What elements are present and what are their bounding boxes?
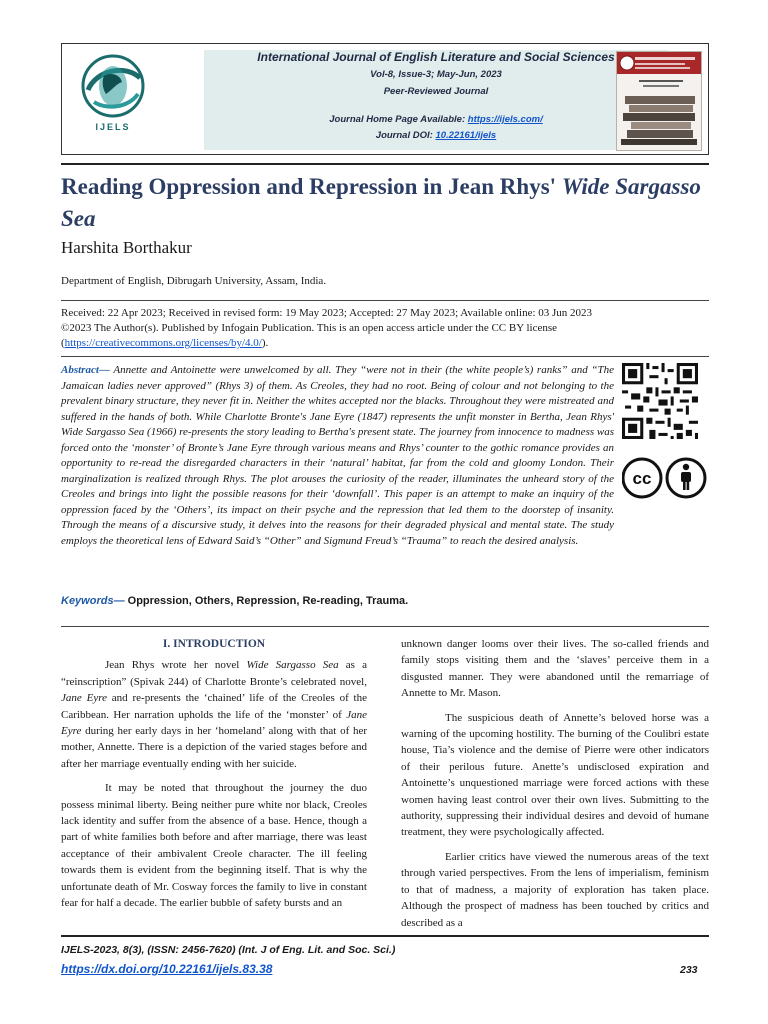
abstract xyxy=(61,363,614,549)
qr-code-icon[interactable] xyxy=(622,363,698,439)
footer-doi-link[interactable]: https://dx.doi.org/10.22161/ijels.83.38 xyxy=(61,962,273,976)
article-title-italic: Wide Sargasso Sea xyxy=(61,174,701,231)
license-open: ( xyxy=(61,337,65,349)
page-number: 233 xyxy=(680,964,698,976)
text-run: Jean Rhys wrote her novel xyxy=(105,659,247,672)
article-title xyxy=(61,171,711,235)
journal-home-link[interactable]: https://ijels.com/ xyxy=(467,114,543,125)
journal-name: International Journal of English Literature and Social Sciences xyxy=(257,50,615,64)
divider xyxy=(61,356,709,357)
body-column-left xyxy=(61,636,367,920)
journal-header-band xyxy=(204,50,668,150)
divider xyxy=(61,626,709,627)
license-link[interactable]: https://creativecommons.org/licenses/by/4.0/ xyxy=(64,337,262,349)
text-run: as a “reinscription” (Spivak 244) of Charlotte Bronte’s celebrated novel, xyxy=(61,659,368,688)
keywords xyxy=(61,595,661,607)
logo-text: IJELS xyxy=(95,122,131,132)
keywords-text: Oppression, Others, Repression, Re-reading, Trauma. xyxy=(124,595,409,607)
article-author: Harshita Borthakur xyxy=(61,238,192,257)
journal-doi-line xyxy=(204,130,668,141)
paragraph xyxy=(61,657,367,772)
paragraph: unknown danger looms over their lives. The so-called friends and family stops visiting them and the ‘slaves’ perceive them in a disgusted manner. They were abandoned until the remarriage of Annette to Mr. Mason. xyxy=(401,638,709,700)
license-close: ). xyxy=(261,337,269,349)
svg-text:cc: cc xyxy=(632,469,652,488)
journal-peer-reviewed: Peer-Reviewed Journal xyxy=(383,86,489,97)
abstract-label: Abstract— xyxy=(61,364,110,376)
header-divider xyxy=(61,163,709,165)
journal-doi-label: Journal DOI: xyxy=(375,130,436,141)
text-run: and re-presents the ‘chained’ life of the Creoles of the Caribbean. Her narration upholds the life of the ‘monster’ of xyxy=(61,692,367,721)
divider xyxy=(61,300,709,301)
abstract-text: Annette and Antoinette were unwelcomed by all. They “were not in their (the white people’s) ranks” and “The Jamaican ladies never approved” (Rhys 3) of them. As Creoles, they had no root. Being of colour and not belonging to the prevalent binary structure, they never fit in. Neither the whites accepted nor the blacks. Throughout they were mistreated and suffered in the hands of both. While Charlotte Bronte's Jane Eyre (1847) represents the unfit monster in Bertha, Jean Rhys' Wide Sargasso Sea (1966) re-presents the story leading to Bertha's present state. The journey from innocence to madness was forced onto the ‘monster’ of Bronte’s Jane Eyre through various means and Rhys’ counter to the gothic romance provides an opportunity to re-read the disregarded characters in their ‘natural’ habitat, far from the cold and gloomy London. Their marginalization is realized through Rhys. The plot arouses the curiosity of the reader, illuminates the unheard story of the Creoles and brings into light the possible reasons for their ‘downfall’. This paper is an attempt to make an inquiry of the oppression faced by the ‘Others’, its impact on their psyche and the repression that led them to the doorstep of insanity. Through the means of a discursive study, it delves into the reasons for their degraded physical and mental state. The study employs the theoretical lens of Edward Said’s “Other” and Sigmund Freud’s “Trauma” to reach the desired analysis. xyxy=(61,364,614,547)
license-line xyxy=(61,336,709,351)
article-dates-license xyxy=(61,306,709,351)
paragraph: Earlier critics have viewed the numerous areas of the text through varied perspectives. From the lens of imperialism, feminism to that of madness, a majority of exploration has taken place. Although the prospect of madness has been touched by critics and described as a xyxy=(401,850,709,929)
paragraph: It may be noted that throughout the journey the duo possess minimal liberty. Being neither pure white nor black, Creoles lack identity and suffer from the absence of a base. Hence, though a part of white families both before and after marriage, there was least acceptance of their ambivalent Creole character. The ill feeling towards them is evident from the beginning itself. That is why the unfortunate death of Mr. Cosway forces the family to live in constant fear for half a decade. The earlier bubble of safety bursts and an xyxy=(61,782,367,910)
article-copyright: ©2023 The Author(s). Published by Infogain Publication. This is an open access article under the CC BY license xyxy=(61,322,558,334)
text-run: during her early days in her ‘homeland’ along with that of her mother, Annette. There is a depiction of the varied stages before and after her marriage eventually ending with her suicide. xyxy=(61,725,367,770)
journal-volume: Vol-8, Issue-3; May-Jun, 2023 xyxy=(370,69,502,80)
journal-home-line xyxy=(204,114,668,125)
ijels-logo xyxy=(76,50,150,136)
journal-header xyxy=(61,43,709,155)
footer-divider xyxy=(61,935,709,937)
article-dates: Received: 22 Apr 2023; Received in revised form: 19 May 2023; Accepted: 27 May 2023; Available online: 03 Jun 2023 xyxy=(61,307,593,319)
footer-citation: IJELS-2023, 8(3), (ISSN: 2456-7620) (Int. J of Eng. Lit. and Soc. Sci.) xyxy=(61,944,396,956)
book-stack-icon xyxy=(617,52,702,151)
journal-cover-thumbnail xyxy=(616,51,702,151)
italic-run: Jane Eyre xyxy=(61,708,367,738)
journal-doi-link[interactable]: 10.22161/ijels xyxy=(435,130,497,141)
cc-by-license-icon[interactable] xyxy=(622,456,708,500)
journal-home-label: Journal Home Page Available: xyxy=(329,114,468,125)
italic-run: Wide Sargasso Sea xyxy=(246,659,339,672)
article-title-plain: Reading Oppression and Repression in Jean Rhys' xyxy=(61,174,562,199)
keywords-label: Keywords— xyxy=(61,595,125,607)
globe-logo-icon xyxy=(76,50,150,122)
section-heading: I. INTRODUCTION xyxy=(162,638,266,650)
body-column-right xyxy=(401,636,709,939)
paragraph: The suspicious death of Annette’s beloved horse was a warning of the upcoming hostility. The burning of the Coulibri estate house, Tia’s violence and the demise of Pierre were other indicators of their perilous future. Anette’s undisclosed expiration and Antoinette’s unquestioned marriage were forced actions with these women having least control over their own lives. Submitting to the authority, suppressing their individual desires and devoid of humane treatment, they were psychologically affected. xyxy=(401,711,709,839)
author-affiliation: Department of English, Dibrugarh University, Assam, India. xyxy=(61,275,327,287)
italic-run: Jane Eyre xyxy=(61,692,107,705)
